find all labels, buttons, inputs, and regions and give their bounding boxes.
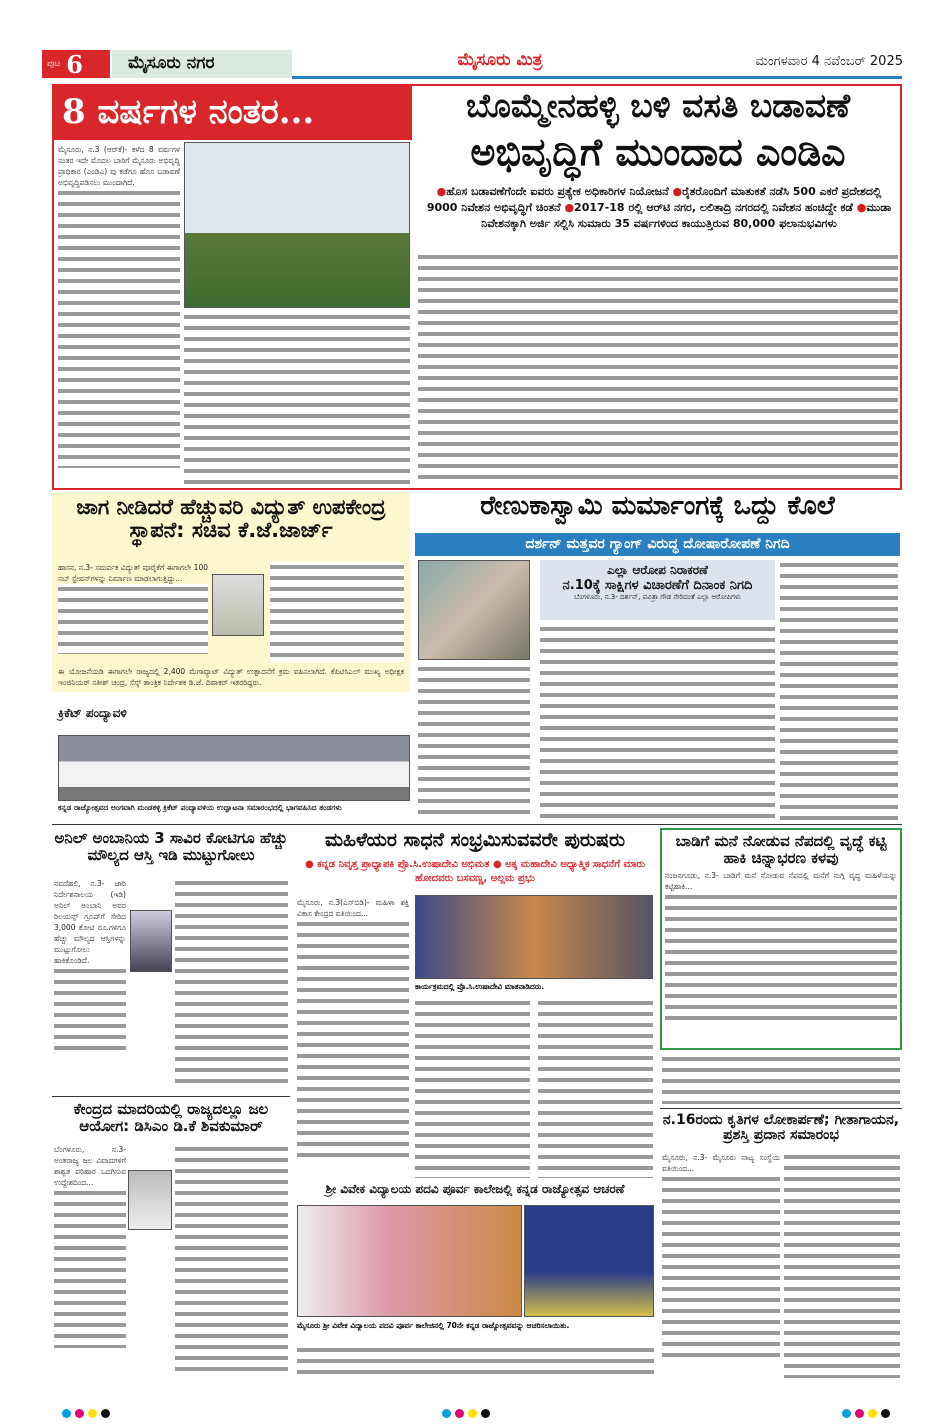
bullet: ರೈತರೊಂದಿಗೆ ಮಾತುಕತೆ ನಡೆಸಿ 500 ಎಕರೆ ಪ್ರದೇಶದಲ್ಲಿ 9000 ನಿವೇಶನ ಅಭಿವೃದ್ಧಿಗೆ ಚಿಂತನೆ [426,185,882,214]
anil-dateline: ನವದೆಹಲಿ, ನ.3- ಜಾರಿ ನಿರ್ದೇಶನಾಲಯ (ಇಡಿ) ಅನಿಲ್ ಅಂಬಾನಿ ಅವರ ರಿಲಯನ್ಸ್ ಗ್ರೂಪ್‌ಗೆ ಸೇರಿದ 3,000 ಕೋಟಿ ರೂ.ಗಳಿಗೂ ಹೆಚ್ಚು ಮೌಲ್ಯದ ಆಸ್ತಿಗಳನ್ನು ಮುಟ್ಟುಗೋಲು ಹಾಕಿಕೊಂಡಿದೆ. [54,879,126,965]
darshan-photo [418,560,530,660]
dk-shivakumar-photo [128,1170,172,1230]
renuka-body-3 [780,560,898,820]
theft-story [660,828,902,1050]
bullet: ಮುಡಾ ನಿವೇಶನಕ್ಕಾಗಿ ಅರ್ಜಿ ಸಲ್ಲಿಸಿ ಸುಮಾರು 35 ವರ್ಷಗಳಿಂದ ಕಾಯುತ್ತಿರುವ 80,000 ಫಲಾನುಭವಿಗಳು [481,201,892,230]
bullet: ಅಕ್ಕ ಮಹಾದೇವಿ ಅಧ್ಯಾತ್ಮಿಕ ಸಾಧನೆಗೆ ಮಾರು ಹೋದವರು ಬಸವಣ್ಣ, ಅಲ್ಲಮ ಪ್ರಭು [415,859,645,884]
anil-body [54,878,126,1088]
issue-date: ಮಂಗಳವಾರ 4 ನವೆಂಬರ್ 2025 [755,54,903,69]
theft-body [665,870,897,1030]
anil-headline: ಅನಿಲ್ ಅಂಬಾನಿಯ 3 ಸಾವಿರ ಕೋಟಿಗೂ ಹೆಚ್ಚು ಮೌಲ್ಯದ ಆಸ್ತಿ ಇಡಿ ಮುಟ್ಟುಗೋಲು [54,829,288,864]
lead-story [52,84,902,490]
renuka-box [540,560,775,620]
header-rule [292,76,902,79]
vivek-photo-1 [297,1205,522,1317]
lead-banner: 8 ವರ್ಷಗಳ ನಂತರ... [54,86,412,140]
women-event-photo [415,895,653,979]
lead-body-col1 [58,144,180,484]
vivek-body [297,1345,654,1378]
anil-body-2 [175,878,288,1088]
books-headline: ನ.16ರಂದು ಕೃತಿಗಳ ಲೋಕಾರ್ಪಣೆ; ಗೀತಾಗಾಯನ, ಪ್ರಶಸ್ತಿ ಪ್ರದಾನ ಸಮಾರಂಭ [660,1108,902,1144]
bullet: ಹೊಸ ಬಡಾವಣೆಗೆಂದೇ ಐವರು ಪ್ರತ್ಯೇಕ ಅಧಿಕಾರಿಗಳ ನಿಯೋಜನೆ [446,185,669,198]
women-bullets: ● ಕನ್ನಡ ನಿವೃತ್ತ ಪ್ರಾಧ್ಯಾಪಕಿ ಪ್ರೊ.ಸಿ.ಉಷಾದೇವಿ ಅಭಿಮತ ● ಅಕ್ಕ ಮಹಾದೇವಿ ಅಧ್ಯಾತ್ಮಿಕ ಸಾಧನೆಗೆ ಮಾರು ಹೋದವರು ಬಸವಣ್ಣ, ಅಲ್ಲಮ ಪ್ರಭು [304,859,645,884]
women-body [297,897,409,1177]
print-color-marks-right [840,1403,892,1422]
cricket-team-photo [58,735,410,801]
dks-headline: ಕೇಂದ್ರದ ಮಾದರಿಯಲ್ಲಿ ರಾಜ್ಯದಲ್ಲೂ ಜಲ ಆಯೋಗ: ಡಿಸಿಎಂ ಡಿ.ಕೆ ಶಿವಕುಮಾರ್ [52,1096,290,1134]
power-body [58,562,208,662]
power-body-2 [270,562,404,662]
dks-body [54,1144,126,1374]
power-dateline: ಹಾಸನ, ನ.3- ಸಮರ್ಪಕ ವಿದ್ಯುತ್ ಪೂರೈಕೆಗೆ ಈಗಾಗಲೇ 100 ಸಬ್ ಸ್ಟೇಷನ್‌ಗಳನ್ನು ನಿರ್ಮಾಣ ಮಾಡಲಾಗುತ್ತಿದ್ದು... [58,563,208,583]
lead-dateline: ಮೈಸೂರು, ನ.3 (ಆರ್‌ಕೆ)- ಕಳೆದ 8 ವರ್ಷಗಳ ನಂತರ ಇದೇ ಮೊದಲ ಬಾರಿಗೆ ಮೈಸೂರು ಅಭಿವೃದ್ಧಿ ಪ್ರಾಧಿಕಾರ (ಎಂಡಿಎ) ವು ಕಡೆಗೂ ಹೊಸ ಬಡಾವಣೆ ಅಭಿವೃದ್ಧಿಪಡಿಸಲು ಮುಂದಾಗಿದೆ. [58,145,180,187]
theft-headline: ಬಾಡಿಗೆ ಮನೆ ನೋಡುವ ನೆಪದಲ್ಲಿ ವೃದ್ಧೆ ಕಟ್ಟಿ ಹಾಕಿ ಚಿನ್ನಾಭರಣ ಕಳವು [675,832,887,867]
cricket-caption: ಕನ್ನಡ ರಾಜ್ಯೋತ್ಸವದ ಅಂಗವಾಗಿ ಮಂಡಕಳ್ಳಿ ಕ್ರಿಕೆಟ್ ಪಂದ್ಯಾವಳಿಯ ಉದ್ಘಾಟನಾ ಸಮಾರಂಭದಲ್ಲಿ ಭಾಗವಹಿಸಿದ ತಂಡಗಳು [58,803,342,812]
vivek-caption: ಮೈಸೂರು ಶ್ರೀ ವಿವೇಕ ವಿದ್ಯಾಲಯ ಪದವಿ ಪೂರ್ವ ಕಾಲೇಜಿನಲ್ಲಿ 70ನೇ ಕನ್ನಡ ರಾಜ್ಯೋತ್ಸವವನ್ನು ಆಚರಿಸಲಾಯಿತು. [297,1321,570,1330]
print-color-marks-center [440,1403,492,1422]
theft-dateline: ನಂಜನಗೂಡು, ನ.3- ಬಾಡಿಗೆ ಮನೆ ನೋಡುವ ನೆಪದಲ್ಲಿ ಮನೆಗೆ ನುಗ್ಗಿ ವೃದ್ಧ ಮಹಿಳೆಯನ್ನು ಕಟ್ಟಿಹಾಕಿ... [665,871,897,891]
kj-george-photo [212,574,264,636]
divider [52,824,902,825]
women-headline: ಮಹಿಳೆಯರ ಸಾಧನೆ ಸಂಭ್ರಮಿಸುವವರೇ ಪುರುಷರು [324,829,626,851]
lead-body-col2 [184,312,410,484]
mda-building-photo [184,142,410,308]
lead-bullets: ●ಹೊಸ ಬಡಾವಣೆಗೆಂದೇ ಐವರು ಪ್ರತ್ಯೇಕ ಅಧಿಕಾರಿಗಳ ನಿಯೋಜನೆ ●ರೈತರೊಂದಿಗೆ ಮಾತುಕತೆ ನಡೆಸಿ 500 ಎಕರೆ ಪ್ರದೇಶದಲ್ಲಿ 9000 ನಿವೇಶನ ಅಭಿವೃದ್ಧಿಗೆ ಚಿಂತನೆ ●2017-18 ರಲ್ಲಿ ಆರ್‌ಟಿ ನಗರ, ಲಲಿತಾದ್ರಿ ನಗರದಲ್ಲಿ ನಿವೇಶನ ಹಂಚಿದ್ದೇ ಕಡೆ ●ಮುಡಾ ನಿವೇಶನಕ್ಕಾಗಿ ಅರ್ಜಿ ಸಲ್ಲಿಸಿ ಸುಮಾರು 35 ವರ್ಷಗಳಿಂದ ಕಾಯುತ್ತಿರುವ 80,000 ಫಲಾನುಭವಿಗಳು [426,185,892,230]
lead-body-right [418,252,898,484]
books-dateline: ಮೈಸೂರು, ನ.3- ಮೈಸೂರು ನಾಟ್ಯ ಸಂಸ್ಥೆಯ ವತಿಯಿಂದ... [662,1153,780,1173]
vivek-photo-2 [524,1205,654,1317]
page-label: ಪುಟ [47,59,61,69]
renuka-headline: ರೇಣುಕಾಸ್ವಾಮಿ ಮರ್ಮಾಂಗಕ್ಕೆ ಒದ್ದು ಕೊಲೆ [480,491,835,521]
women-body-2 [415,998,530,1178]
dks-dateline: ಬೆಂಗಳೂರು, ನ.3- ಅಂತರಾಜ್ಯ ಜಲ ವಿವಾದಗಳಿಗೆ ಶಾಶ್ವತ ಪರಿಹಾರ ಒದಗಿಸುವ ಉದ್ದೇಶದಿಂದ... [54,1145,126,1187]
renuka-body-1 [418,664,530,820]
renuka-body-2 [540,624,775,820]
anil-ambani-photo [130,910,172,972]
books-body-2 [784,1152,900,1378]
bullet: 2017-18 ರಲ್ಲಿ ಆರ್‌ಟಿ ನಗರ, ಲಲಿತಾದ್ರಿ ನಗರದಲ್ಲಿ ನಿವೇಶನ ಹಂಚಿದ್ದೇ ಕಡೆ [574,201,853,214]
print-color-marks-left [60,1403,112,1422]
women-body-3 [538,998,653,1178]
renuka-subhead: ದರ್ಶನ್ ಮತ್ತವರ ಗ್ಯಾಂಗ್ ವಿರುದ್ಧ ದೋಷಾರೋಪಣೆ ನಿಗದಿ [415,533,900,556]
theft-body-2 [662,1054,900,1104]
renuka-box-line1: ಎಲ್ಲಾ ಆರೋಪ ನಿರಾಕರಣೆ [607,563,708,577]
lead-headline-2: ಅಭಿವೃದ್ಧಿಗೆ ಮುಂದಾದ ಎಂಡಿಎ [470,130,846,174]
page-number: 6 [66,49,83,79]
vivek-headline: ಶ್ರೀ ವಿವೇಕ ವಿದ್ಯಾಲಯ ಪದವಿ ಪೂರ್ವ ಕಾಲೇಜಲ್ಲಿ ಕನ್ನಡ ರಾಜ್ಯೋತ್ಸವ ಆಚರಣೆ [325,1182,625,1196]
power-headline: ಜಾಗ ನೀಡಿದರೆ ಹೆಚ್ಚುವರಿ ವಿದ್ಯುತ್ ಉಪಕೇಂದ್ರ ಸ್ಥಾಪನೆ: ಸಚಿವ ಕೆ.ಜೆ.ಜಾರ್ಜ್ [76,495,386,543]
section-title: ಮೈಸೂರು ನಗರ [112,50,292,78]
cricket-label: ಕ್ರಿಕೆಟ್ ಪಂದ್ಯಾವಳಿ [58,706,127,720]
renuka-box-line2: ನ.10ಕ್ಕೆ ಸಾಕ್ಷಿಗಳ ವಿಚಾರಣೆಗೆ ದಿನಾಂಕ ನಿಗದಿ [562,578,753,593]
power-closing: ಈ ಯೋಜನೆಯಡಿ ಈಗಾಗಲೇ ರಾಜ್ಯದಲ್ಲಿ 2,400 ಮೆಗಾವ್ಯಾಟ್ ವಿದ್ಯುತ್ ಉತ್ಪಾದನೆಗೆ ಕ್ರಮ ವಹಿಸಲಾಗಿದೆ. ಕೆಪಿಟಿಸಿಎಲ್ ಮುಖ್ಯ ಅಧೀಕ್ಷಕ ಇಂಜಿನಿಯರ್ ಸತೀಶ್ ಚಂದ್ರ, ಸೆಸ್ಕ್ ತಾಂತ್ರಿಕ ನಿರ್ದೇಶಕ ಡಿ.ಜೆ. ದಿವಾಕರ್ ಇತರರಿದ್ದರು. [58,667,404,687]
women-dateline: ಮೈಸೂರು, ನ.3(ಎಸ್‌ಬಿಡಿ)- ಮಹಿಳಾ ಶಕ್ತಿ ವಿಕಾಸ ಕೇಂದ್ರದ ವತಿಯಿಂದ... [297,898,409,918]
books-body [662,1152,780,1378]
women-caption: ಕಾರ್ಯಕ್ರಮದಲ್ಲಿ ಪ್ರೊ.ಸಿ.ಉಷಾದೇವಿ ಮಾತನಾಡಿದರು. [415,982,545,991]
bullet: ಕನ್ನಡ ನಿವೃತ್ತ ಪ್ರಾಧ್ಯಾಪಕಿ ಪ್ರೊ.ಸಿ.ಉಷಾದೇವಿ ಅಭಿಮತ [317,859,490,870]
page-number-badge [42,50,110,78]
power-story [52,492,410,692]
masthead-logo: ಮೈಸೂರು ಮಿತ್ರ [457,50,543,70]
lead-headline-1: ಬೊಮ್ಮೇನಹಳ್ಳಿ ಬಳಿ ವಸತಿ ಬಡಾವಣೆ [465,86,851,125]
dks-body-2 [175,1144,288,1374]
renuka-dateline: ಬೆಂಗಳೂರು, ನ.3- ದರ್ಶನ್, ಪವಿತ್ರಾ ಗೌಡ ಸೇರಿದಂತೆ ಎಲ್ಲಾ ಆರೋಪಿಗಳು [574,593,741,601]
